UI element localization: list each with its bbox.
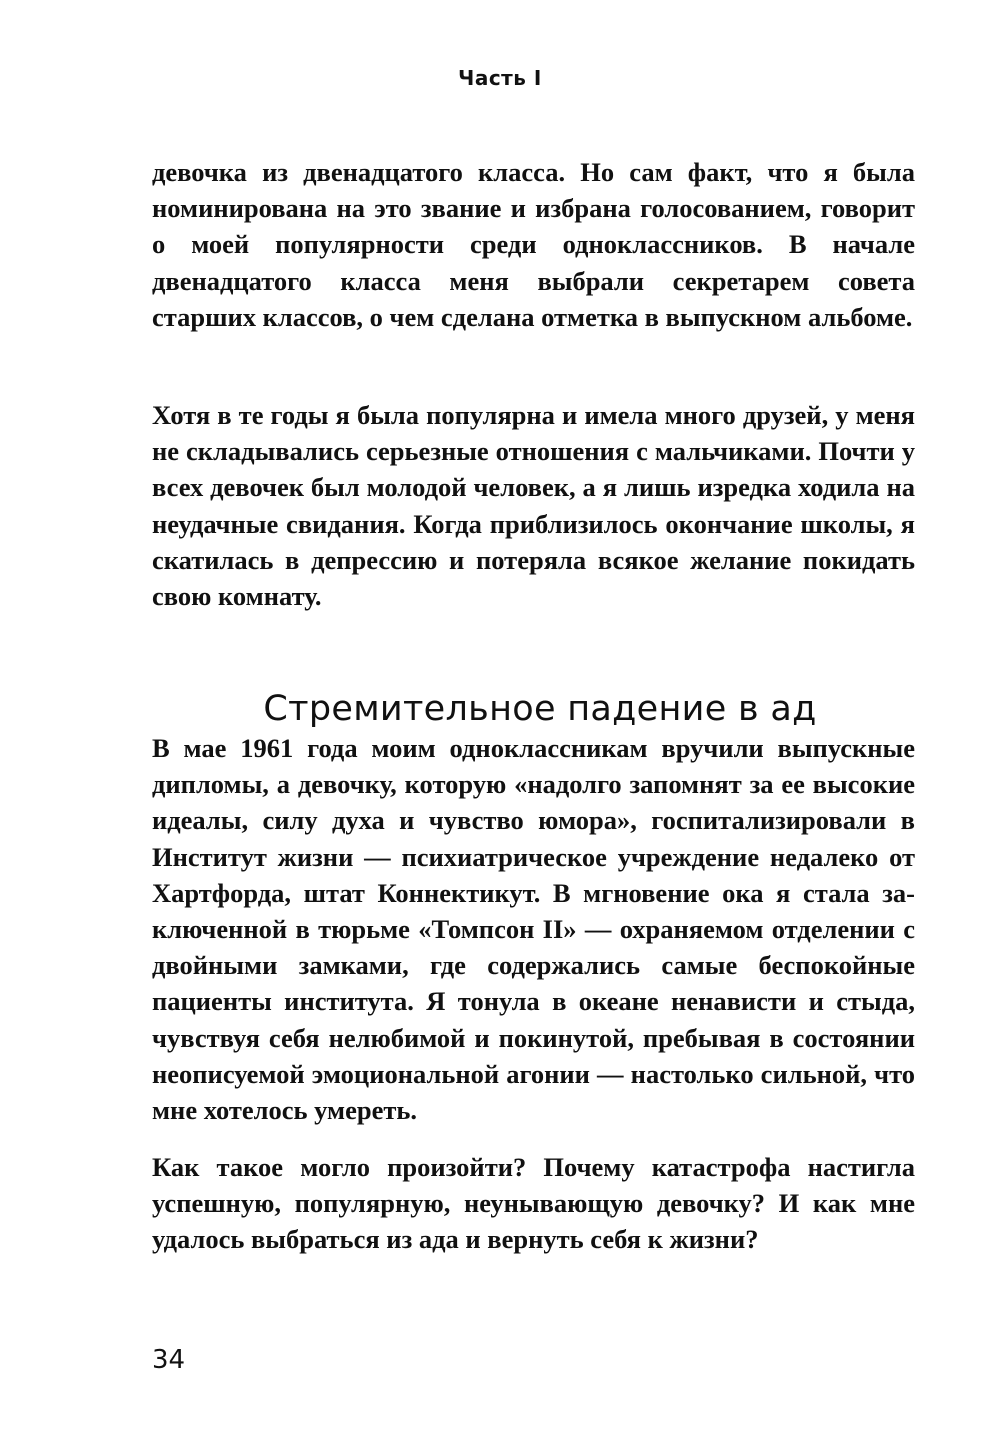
running-header: Часть I [458,66,542,90]
paragraph-text: девочка из двенадцатого класса. Но сам факт, что я была номинирована на это звание и избрана голосованием, говорит о моей популярности среди одноклассников. В начале двенадцатого класса меня выбрали секретарем совета старших классов, о чем сделана отметка в выпускном альбоме. [152,157,915,332]
paragraph-text: Как такое могло произойти? Почему катастрофа настигла успешную, популярную, неунывающую девочку? И как мне удалось выбраться из ада и вернуть себя к жизни? [152,1152,915,1255]
page-number: 34 [152,1345,186,1375]
paragraph-text: Хотя в те годы я была популярна и имела много друзей, у меня не складывались серьезные отношения с мальчиками. Почти у всех девочек был молодой человек, а я лишь изредка ходила на неудачные свидания. Когда приблизилось окончание школы, я скатилась в депрессию и потеряла всякое желание покидать свою комнату. [152,400,915,612]
body-paragraph [152,730,915,1128]
body-paragraph [152,397,915,614]
section-heading: Стремительное падение в ад [263,689,817,730]
body-paragraph [152,154,915,335]
body-paragraph [152,1149,915,1258]
paragraph-text: В мае 1961 года моим одноклассникам вручили выпускные дипломы, а девочку, которую «надолго запомнят за ее высокие идеалы, силу духа и чувство юмора», госпитализировали в Институт жизни — психиатрическое учреждение недалеко от Хартфорда, штат Коннектикут. В мгновение ока я стала заключенной в тюрьме «Томпсон II» — охраняемом отделении с двойными замками, где содержались самые беспокойные пациенты института. Я тонула в океане ненависти и стыда, чувствуя себя нелюбимой и покинутой, пребывая в состоянии неописуемой эмоциональной агонии — настолько сильной, что мне хотелось умереть. [152,733,915,1126]
